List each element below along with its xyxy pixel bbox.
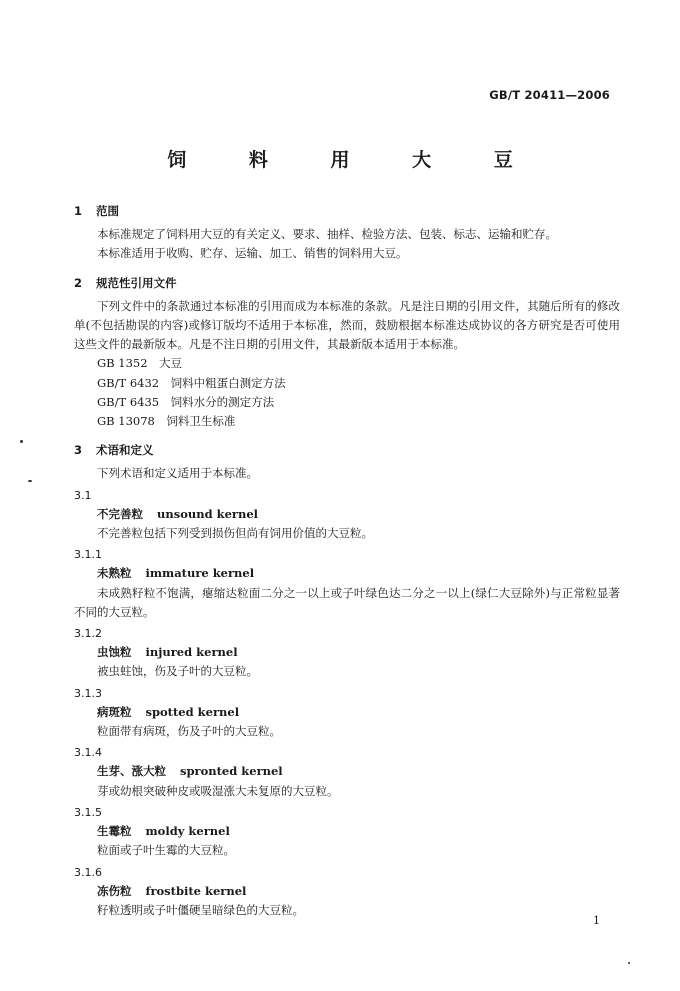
- reference-item: GB/T 6435 饲料水分的测定方法: [97, 394, 275, 409]
- section-title: 规范性引用文件: [96, 275, 177, 290]
- section-heading: [74, 202, 620, 221]
- section-title: 术语和定义: [96, 443, 154, 458]
- term-cn: 未熟粒: [97, 566, 132, 581]
- clause-number: 3.1.6: [74, 865, 102, 879]
- clause-number: 3.1.1: [74, 548, 102, 562]
- clause-number: 3.1.5: [74, 805, 102, 819]
- reference-list: [74, 354, 620, 431]
- clause-number: 3.1: [74, 488, 92, 502]
- term-entry: [74, 882, 620, 901]
- reference-item: GB/T 6432 饲料中粗蛋白测定方法: [97, 375, 286, 390]
- clause-number: 3.1.4: [74, 746, 102, 760]
- term-cn: 生霉粒: [97, 824, 132, 839]
- term-entry: [74, 703, 620, 722]
- section-title: 范围: [96, 204, 119, 218]
- term-cn: 不完善粒: [97, 506, 143, 521]
- term-definition: 粒面带有病斑，伤及子叶的大豆粒。: [97, 724, 281, 739]
- term-cn: 生芽、涨大粒: [97, 764, 166, 779]
- standard-code: GB/T 20411—2006: [489, 88, 610, 102]
- document-body: [74, 196, 620, 920]
- term-en: moldy kernel: [145, 824, 230, 839]
- paragraph: 下列术语和定义适用于本标准。: [97, 466, 258, 481]
- term-definition: 被虫蛀蚀，伤及子叶的大豆粒。: [97, 664, 258, 679]
- term-entry: [74, 564, 620, 583]
- term-en: unsound kernel: [157, 506, 259, 521]
- scan-speck: [20, 440, 23, 443]
- reference-item: GB 1352 大豆: [97, 356, 183, 371]
- section-heading: [74, 274, 620, 293]
- section-number: 2: [74, 275, 83, 290]
- document-title: 饲 料 用 大 豆: [167, 149, 541, 171]
- scan-speck: [28, 480, 32, 482]
- term-definition: 不完善粒包括下列受到损伤但尚有饲用价值的大豆粒。: [97, 526, 373, 541]
- page-number: 1: [593, 914, 600, 927]
- clause-number: 3.1.3: [74, 686, 102, 700]
- scan-speck: [628, 962, 630, 964]
- reference-item: GB 13078 饲料卫生标准: [97, 414, 236, 429]
- term-en: spronted kernel: [180, 764, 283, 779]
- paragraph: 本标准规定了饲料用大豆的有关定义、要求、抽样、检验方法、包装、标志、运输和贮存。: [97, 227, 557, 242]
- section-number: 3: [74, 443, 83, 458]
- term-cn: 病斑粒: [97, 704, 132, 719]
- term-entry: [74, 762, 620, 781]
- term-definition: 粒面或子叶生霉的大豆粒。: [97, 843, 235, 858]
- term-entry: [74, 822, 620, 841]
- term-entry: [74, 643, 620, 662]
- section-number: 1: [74, 204, 83, 218]
- term-en: frostbite kernel: [145, 883, 247, 898]
- term-en: immature kernel: [145, 566, 255, 581]
- term-en: spotted kernel: [145, 704, 240, 719]
- paragraph: 下列文件中的条款通过本标准的引用而成为本标准的条款。凡是注日期的引用文件，其随后所有的修改单(不包括勘误的内容)或修订版均不适用于本标准，然而，鼓励根据本标准达成协议的各方研究是否可使用这些文件的最新版本。凡是不注日期的引用文件，其最新版本适用于本标准。: [74, 298, 620, 352]
- clause-number: 3.1.2: [74, 627, 102, 641]
- section-heading: [74, 441, 620, 460]
- term-definition: 籽粒透明或子叶僵硬呈暗绿色的大豆粒。: [97, 902, 304, 917]
- term-cn: 虫蚀粒: [97, 645, 132, 660]
- term-en: injured kernel: [145, 645, 238, 660]
- term-definition: 未成熟籽粒不饱满，瘪缩达粒面二分之一以上或子叶绿色达二分之一以上(绿仁大豆除外)与正常粒显著不同的大豆粒。: [74, 585, 620, 619]
- term-definition: 芽或幼根突破种皮或吸湿涨大未复原的大豆粒。: [97, 783, 339, 798]
- term-cn: 冻伤粒: [97, 883, 132, 898]
- term-entry: [74, 505, 620, 524]
- paragraph: 本标准适用于收购、贮存、运输、加工、销售的饲料用大豆。: [97, 246, 408, 261]
